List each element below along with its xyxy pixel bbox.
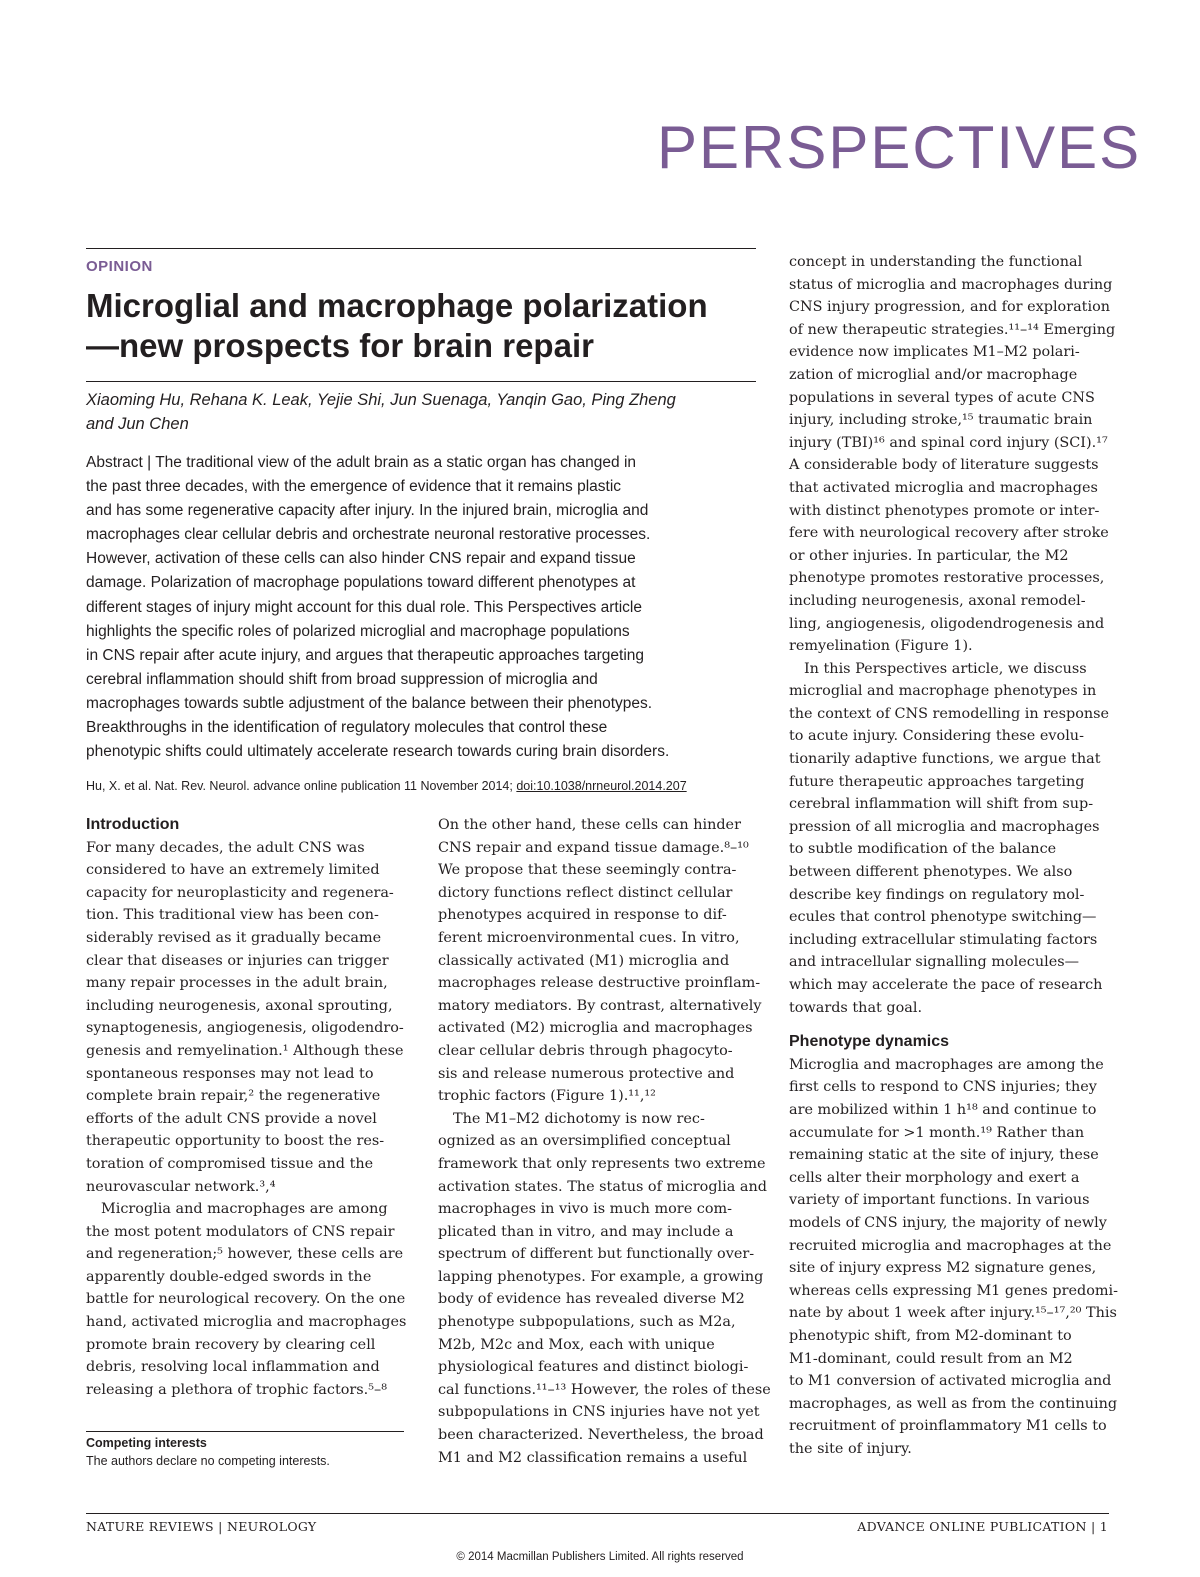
text-line: M1 and M2 classification remains a useful [438,1449,748,1466]
text-line: plicated than in vitro, and may include a [438,1223,734,1240]
text-line: tionarily adaptive functions, we argue that [789,751,1101,768]
text-line: zation of microglial and/or macrophage [789,366,1078,383]
text-line: injury (TBI)¹⁶ and spinal cord injury (SCI).¹⁷ [789,434,1108,451]
text-line: concept in understanding the functional [789,254,1083,270]
section-heading-phenotype-dynamics: Phenotype dynamics [789,1033,950,1051]
text-line: classically activated (M1) microglia and [438,952,730,969]
text-line: macrophages towards subtle adjustment of the balance between their phenotypes. [86,694,653,712]
text-line: Abstract | The traditional view of the adult brain as a static organ has changed in [86,454,637,471]
citation-text: Hu, X. et al. Nat. Rev. Neurol. advance online publication 11 November 2014; [86,779,513,793]
text-line: hand, activated microglia and macrophages [86,1314,407,1331]
text-line: promote brain recovery by clearing cell [86,1336,376,1353]
text-line: framework that only represents two extreme [438,1155,766,1172]
text-line: However, activation of these cells can also hinder CNS repair and expand tissue [86,550,636,568]
text-line: ecules that control phenotype switching— [789,909,1097,926]
text-line: future therapeutic approaches targeting [789,773,1085,790]
text-line: to M1 conversion of activated microglia and [789,1373,1112,1390]
text-line: phenotype subpopulations, such as M2a, [438,1314,736,1331]
text-line: remyelination (Figure 1). [789,638,973,655]
text-line: status of microglia and macrophages during [789,276,1113,293]
text-line: sis and release numerous protective and [438,1065,735,1082]
text-line: to acute injury. Considering these evolu- [789,728,1084,745]
text-line: whereas cells expressing M1 genes predomi- [789,1282,1118,1299]
text-line: phenotypes acquired in response to dif- [438,907,727,924]
text-line: clear cellular debris through phagocyto- [438,1042,733,1059]
text-line: matory mediators. By contrast, alternatively [438,997,762,1014]
text-line: In this Perspectives article, we discuss [804,660,1087,677]
column-2 [438,814,771,1469]
text-line: cal functions.¹¹–¹³ However, the roles of these [438,1381,771,1398]
text-line: tion. This traditional view has been con- [86,907,379,924]
text-line: phenotype promotes restorative processes, [789,570,1105,587]
text-line: towards that goal. [789,999,923,1016]
text-line: highlights the specific roles of polarized microglial and macrophage populations [86,622,630,640]
text-line: CNS injury progression, and for exploration [789,299,1110,316]
text-line: phenotypic shifts could ultimately accelerate research towards curing brain disorders. [86,743,670,761]
text-line: On the other hand, these cells can hinder [438,817,741,833]
text-line: complete brain repair,² the regenerative [86,1088,381,1105]
text-line: and intracellular signalling molecules— [789,954,1079,971]
text-line: recruited microglia and macrophages at the [789,1237,1112,1254]
text-line: remaining static at the site of injury, these [789,1147,1099,1164]
text-line: activation states. The status of microglia and [438,1178,767,1195]
text-line: releasing a plethora of trophic factors.⁵–⁸ [86,1381,387,1398]
text-line: trophic factors (Figure 1).¹¹,¹² [438,1088,656,1105]
text-line: Microglia and macrophages are among the [789,1056,1104,1073]
text-line: The M1–M2 dichotomy is now rec- [453,1110,705,1127]
text-line: including neurogenesis, axonal sprouting, [86,997,393,1014]
text-line: pression of all microglia and macrophages [789,818,1100,835]
article-category: OPINION [86,258,153,275]
text-line: the most potent modulators of CNS repair [86,1223,395,1240]
text-line: cerebral inflammation will shift from sup- [789,796,1094,813]
text-line: macrophages release destructive proinflam- [438,975,761,992]
text-line: considered to have an extremely limited [86,862,380,879]
text-line: are mobilized within 1 h¹⁸ and continue to [789,1101,1097,1118]
text-line: debris, resolving local inflammation and [86,1359,380,1376]
text-line: M1-dominant, could result from an M2 [789,1350,1073,1367]
top-rule [86,248,756,249]
text-line: siderably revised as it gradually became [86,929,382,946]
text-line: toration of compromised tissue and the [86,1155,374,1172]
text-line: lapping phenotypes. For example, a growing [438,1268,764,1285]
text-line: different stages of injury might account for this dual role. This Perspectives article [86,598,642,616]
text-line: body of evidence has revealed diverse M2 [438,1291,745,1308]
text-line: microglial and macrophage phenotypes in [789,683,1097,700]
text-line: macrophages in vivo is much more com- [438,1201,733,1218]
text-line: which may accelerate the pace of research [789,977,1103,993]
text-line: neurovascular network.³,⁴ [86,1178,276,1195]
text-line: clear that diseases or injuries can trigger [86,952,389,969]
text-line: populations in several types of acute CNS [789,389,1095,406]
text-line: dictory functions reflect distinct cellular [438,884,733,901]
text-line: ferent microenvironmental cues. In vitro, [438,929,740,946]
text-line: battle for neurological recovery. On the one [86,1291,406,1308]
text-line: including extracellular stimulating factors [789,931,1098,948]
text-line: activated (M2) microglia and macrophages [438,1020,753,1037]
text-line: therapeutic opportunity to boost the res- [86,1133,385,1150]
footer-rule [86,1513,1109,1514]
text-line: A considerable body of literature suggests [789,457,1099,474]
text-line: macrophages clear cellular debris and orchestrate neuronal restorative processes. [86,526,651,544]
competing-interests-text: The authors declare no competing interests. [86,1454,330,1468]
text-line: to subtle modification of the balance [789,841,1057,858]
text-line: recruitment of proinflammatory M1 cells to [789,1418,1107,1435]
text-line: Breakthroughs in the identification of regulatory molecules that control these [86,719,608,737]
text-line: fere with neurological recovery after stroke [789,525,1109,542]
citation [86,779,766,793]
text-line: We propose that these seemingly contra- [438,862,737,879]
text-line: and has some regenerative capacity after injury. In the injured brain, microglia and [86,502,649,520]
author-line: and Jun Chen [86,415,189,433]
text-line: the site of injury. [789,1440,912,1457]
text-line: subpopulations in CNS injuries have not yet [438,1404,760,1421]
text-line: damage. Polarization of macrophage populations toward different phenotypes at [86,574,636,592]
text-line: between different phenotypes. We also [789,864,1073,881]
text-line: been characterized. Nevertheless, the broad [438,1427,764,1444]
page-info: ADVANCE ONLINE PUBLICATION | 1 [857,1519,1108,1534]
copyright-notice: © 2014 Macmillan Publishers Limited. All rights reserved [456,1551,744,1563]
author-line: Xiaoming Hu, Rehana K. Leak, Yejie Shi, Jun Suenaga, Yanqin Gao, Ping Zheng [86,391,676,409]
text-line: injury, including stroke,¹⁵ traumatic brain [789,412,1093,429]
text-line: many repair processes in the adult brain, [86,975,388,992]
text-line: synaptogenesis, angiogenesis, oligodendro- [86,1020,404,1037]
title-rule [86,381,756,382]
text-line: capacity for neuroplasticity and regenera- [86,884,394,901]
text-line: with distinct phenotypes promote or inter- [789,502,1100,519]
text-line: spectrum of different but functionally over- [438,1246,755,1263]
doi-link[interactable]: doi:10.1038/nrneurol.2014.207 [516,779,687,793]
text-line: and regeneration;⁵ however, these cells are [86,1246,404,1263]
author-list [86,388,756,436]
text-line: accumulate for >1 month.¹⁹ Rather than [789,1124,1085,1141]
column-1 [86,814,407,1401]
section-header: PERSPECTIVES [657,114,1142,181]
text-line: For many decades, the adult CNS was [86,839,365,856]
section-heading-introduction: Introduction [86,816,180,833]
text-line: the context of CNS remodelling in response [789,705,1110,722]
competing-interests-rule [86,1431,404,1432]
text-line: macrophages, as well as from the continuing [789,1395,1118,1412]
title-line: Microglial and macrophage polarization [86,287,708,324]
text-line: physiological features and distinct biologi- [438,1359,749,1376]
article-title [86,286,766,366]
text-line: genesis and remyelination.¹ Although these [86,1042,404,1059]
text-line: describe key findings on regulatory mol- [789,886,1085,903]
title-line: —new prospects for brain repair [86,327,594,364]
journal-name: NATURE REVIEWS | NEUROLOGY [86,1519,317,1534]
text-line: phenotypic shift, from M2-dominant to [789,1327,1072,1344]
text-line: CNS repair and expand tissue damage.⁸–¹⁰ [438,839,749,856]
text-line: apparently double-edged swords in the [86,1268,372,1285]
abstract [86,451,758,764]
text-line: site of injury express M2 signature genes, [789,1260,1097,1277]
text-line: spontaneous responses may not lead to [86,1065,374,1082]
text-line: nate by about 1 week after injury.¹⁵–¹⁷,²⁰ This [789,1305,1117,1322]
text-line: evidence now implicates M1–M2 polari- [789,344,1080,361]
text-line: M2b, M2c and Mox, each with unique [438,1336,715,1353]
text-line: models of CNS injury, the majority of newly [789,1214,1107,1231]
text-line: ling, angiogenesis, oligodendrogenesis and [789,615,1105,632]
competing-interests-label: Competing interests [86,1436,207,1450]
text-line: of new therapeutic strategies.¹¹–¹⁴ Emerging [789,321,1116,338]
text-line: ognized as an oversimplified conceptual [438,1133,731,1150]
text-line: or other injuries. In particular, the M2 [789,547,1069,564]
text-line: in CNS repair after acute injury, and argues that therapeutic approaches targeting [86,646,645,664]
text-line: that activated microglia and macrophages [789,479,1098,496]
text-line: cells alter their morphology and exert a [789,1169,1080,1186]
text-line: efforts of the adult CNS provide a novel [86,1110,377,1127]
text-line: cerebral inflammation should shift from broad suppression of microglia and [86,670,598,688]
column-3 [789,251,1118,1460]
text-line: variety of important functions. In various [789,1192,1090,1209]
text-line: including neurogenesis, axonal remodel- [789,592,1086,609]
text-line: the past three decades, with the emergence of evidence that it remains plastic [86,478,622,496]
text-line: Microglia and macrophages are among [101,1201,388,1218]
text-line: first cells to respond to CNS injuries; they [789,1079,1097,1096]
section-spacer [789,1019,1109,1031]
